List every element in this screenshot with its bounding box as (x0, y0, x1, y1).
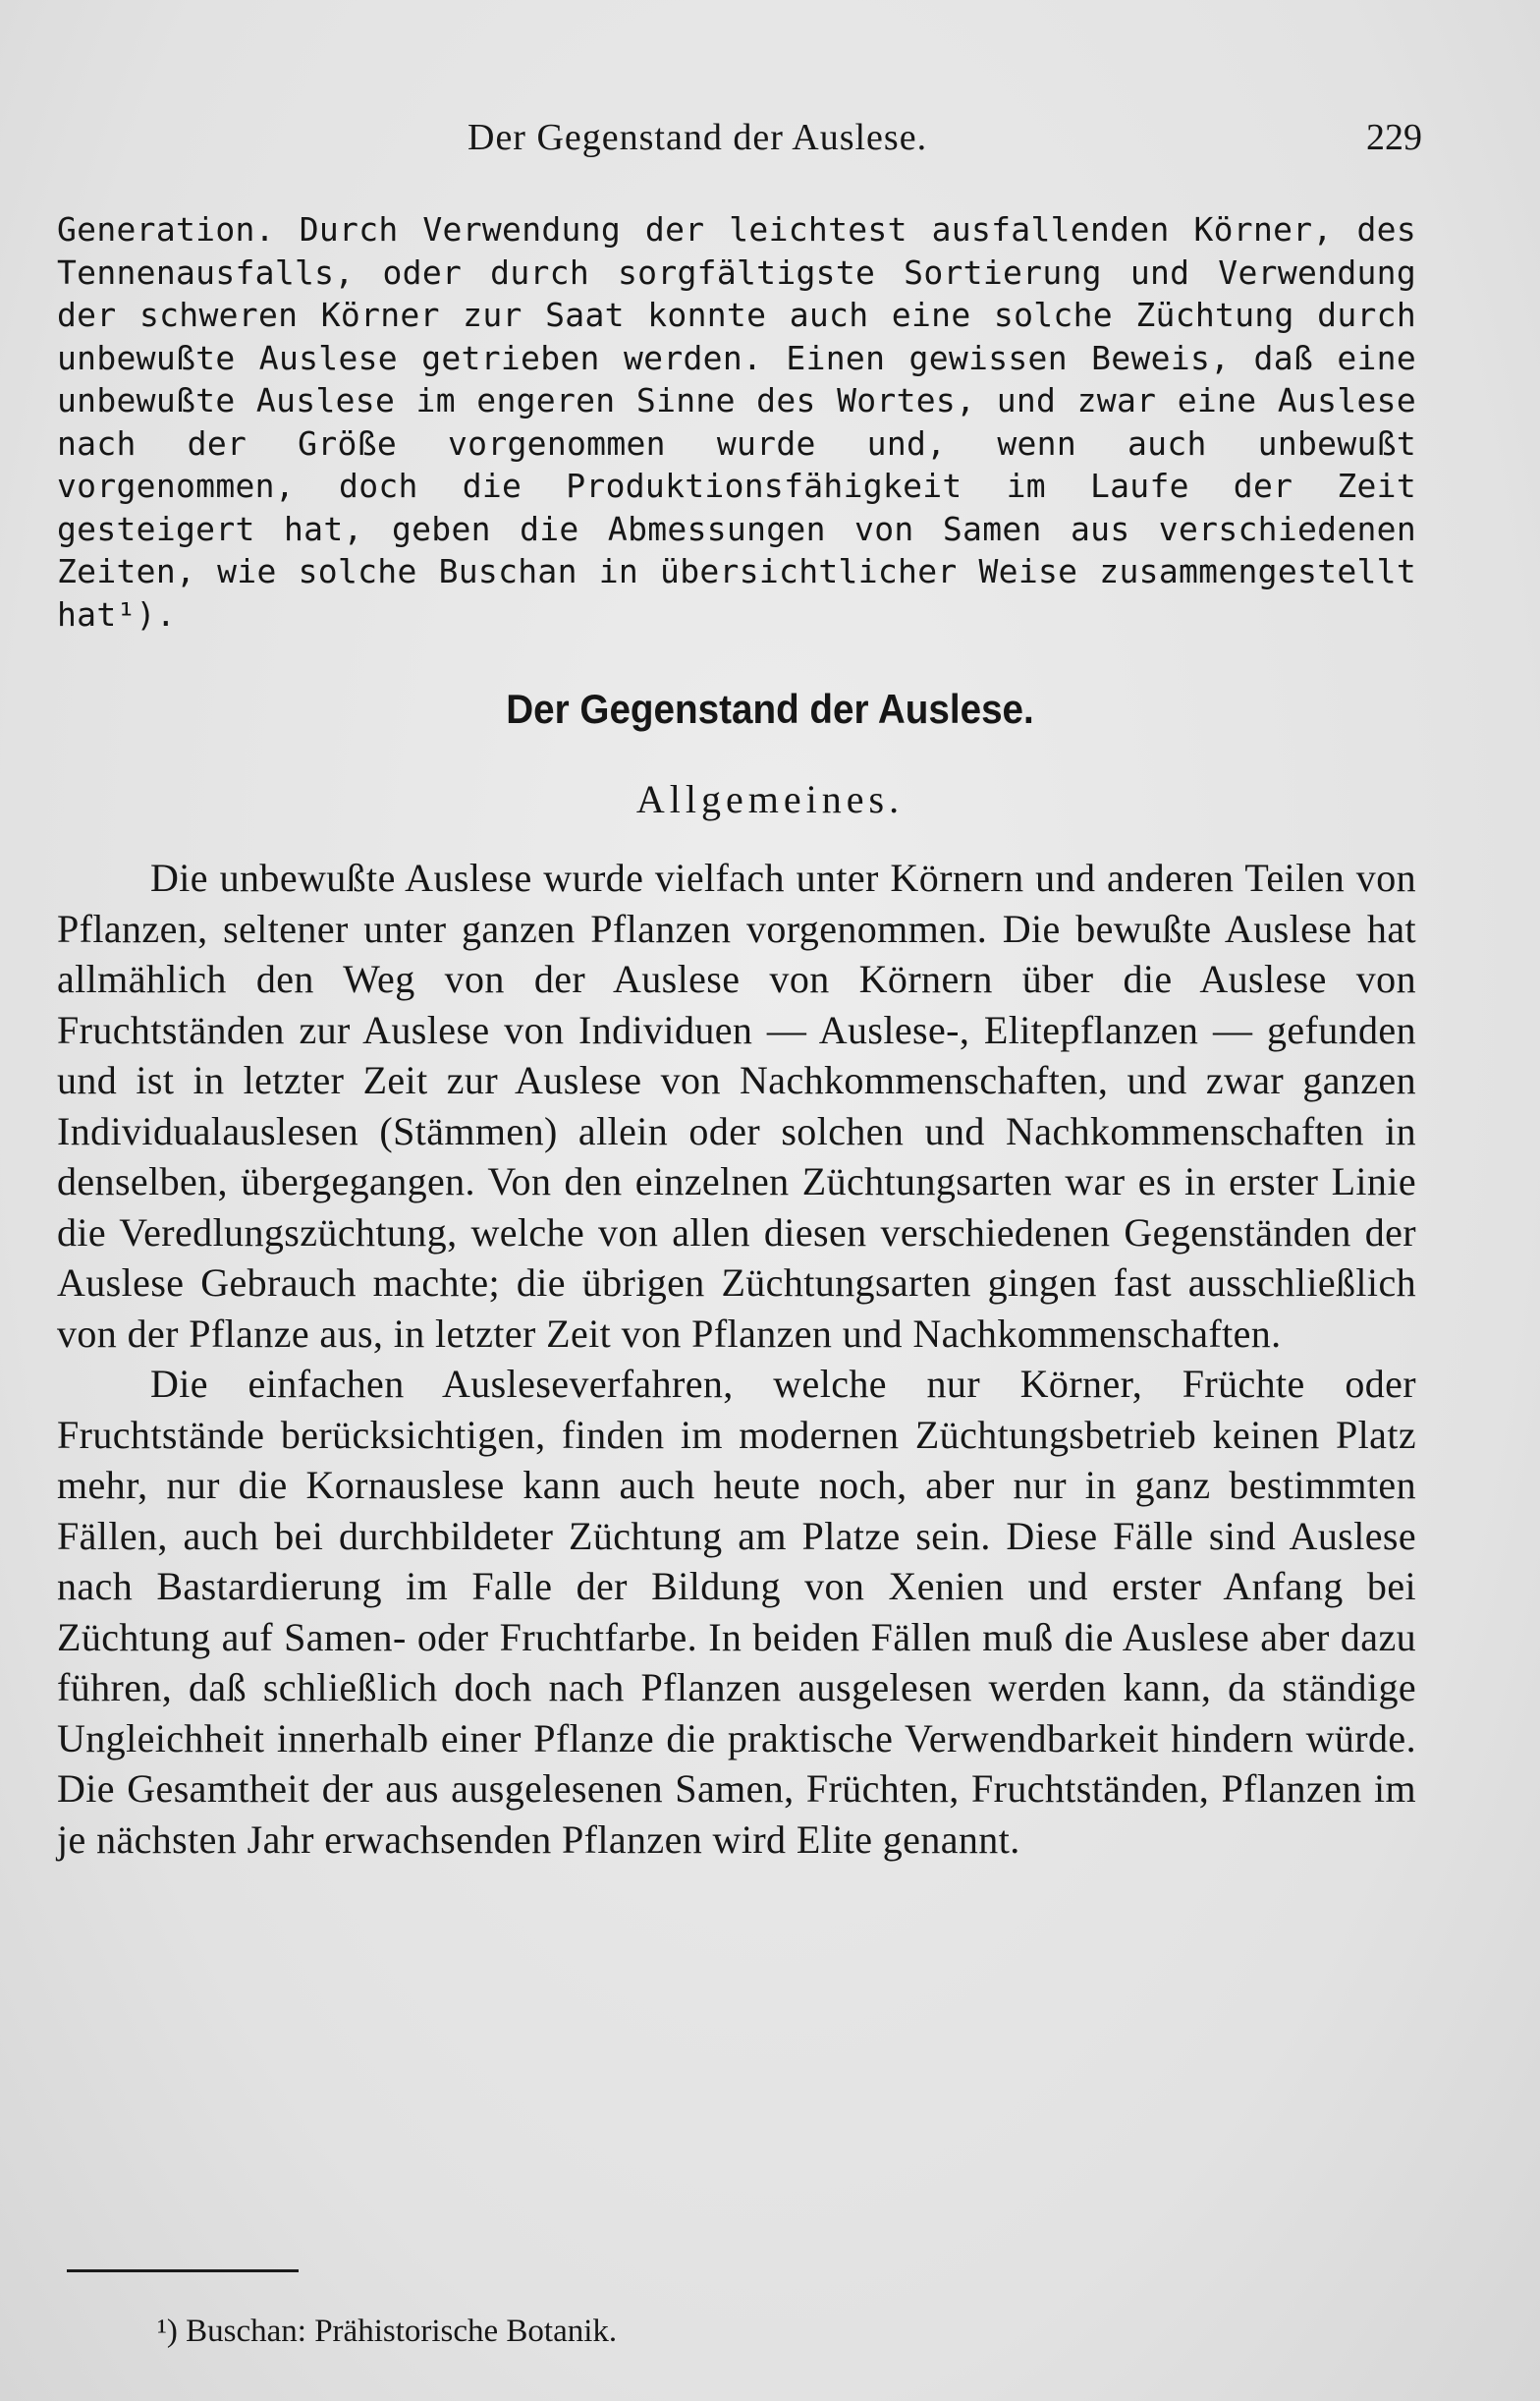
small-print-paragraph (57, 208, 1416, 636)
paragraph-text: Generation. Durch Verwendung der leichtest ausfallenden Körner, des Tennenausfalls, oder durch sorgfältigste Sortierung und Verwendung der schweren Körner zur Saat konnte auch eine solche Züchtung durch unbewußte Auslese getrieben werden. Einen gewissen Beweis, daß eine unbewußte Auslese im engeren Sinne des Wortes, und zwar eine Auslese nach der Größe vorgenommen wurde und, wenn auch unbewußt vorgenommen, doch die Produktionsfähigkeit im Laufe der Zeit gesteigert hat, geben die Abmessungen von Samen aus verschiedenen Zeiten, wie solche Buschan in übersichtlicher Weise zusammengestellt hat¹). (57, 210, 1416, 634)
body-text (57, 853, 1416, 1865)
paragraph: Die unbewußte Auslese wurde vielfach unter Körnern und anderen Teilen von Pflanzen, seltener unter ganzen Pflanzen vorgenommen. Die bewußte Auslese hat allmählich den Weg von der Auslese von Körnern über die Auslese von Fruchtständen zur Auslese von Individuen — Auslese-, Elitepflanzen — gefunden und ist in letzter Zeit zur Auslese von Nachkommenschaften, und zwar ganzen Individualauslesen (Stämmen) allein oder solchen und Nachkommenschaften in denselben, übergegangen. Von den einzelnen Züchtungsarten war es in erster Linie die Veredlungszüchtung, welche von allen diesen verschiedenen Gegenständen der Auslese Gebrauch machte; die übrigen Züchtungsarten gingen fast ausschließlich von der Pflanze aus, in letzter Zeit von Pflanzen und Nachkommenschaften. (57, 856, 1416, 1356)
section-subheading: Allgemeines. (635, 777, 905, 821)
page-number: 229 (1366, 117, 1422, 158)
running-title: Der Gegenstand der Auslese. (468, 117, 928, 158)
paragraph: Die einfachen Ausleseverfahren, welche nur Körner, Früchte oder Fruchtstände berücksichtigen, finden im modernen Züchtungsbetrieb keinen Platz mehr, nur die Kornauslese kann auch heute noch, aber nur in ganz bestimmten Fällen, auch bei durchbildeter Züchtung am Platze sein. Diese Fälle sind Auslese nach Bastardierung im Falle der Bildung von Xenien und erster Anfang bei Züchtung auf Samen- oder Fruchtfarbe. In beiden Fällen muß die Auslese aber dazu führen, daß schließlich doch nach Pflanzen ausgelesen werden kann, da ständige Ungleichheit innerhalb einer Pflanze die praktische Verwendbarkeit hindern würde. Die Gesamtheit der aus ausgelesenen Samen, Früchten, Fruchtständen, Pflanzen im je nächsten Jahr erwachsenden Pflanzen wird Elite genannt. (57, 1362, 1416, 1862)
footnote-rule (67, 2269, 299, 2272)
running-header (57, 116, 1422, 175)
footnote: ¹) Buschan: Prähistorische Botanik. (157, 2314, 618, 2349)
section-heading: Der Gegenstand der Auslese. (506, 686, 1034, 732)
